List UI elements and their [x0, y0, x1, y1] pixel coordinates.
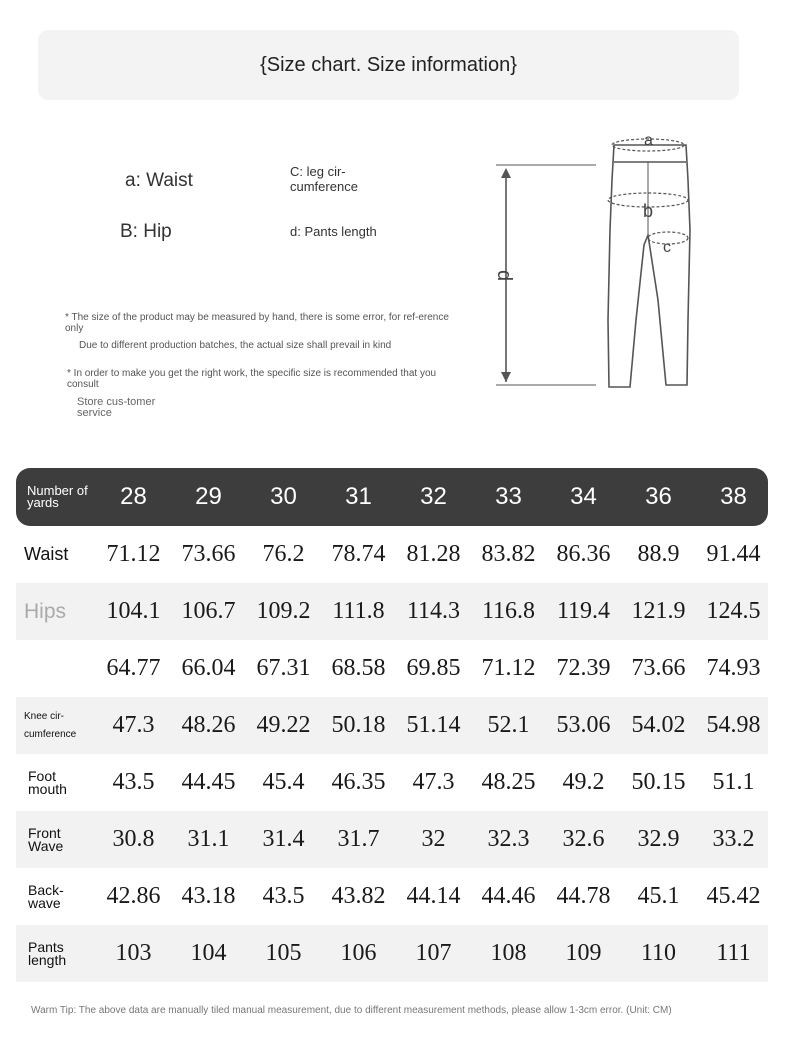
table-cell: 68.58: [331, 655, 386, 681]
table-cell: 49.2: [562, 769, 605, 795]
table-cell: 73.66: [631, 655, 686, 681]
table-cell: 44.78: [556, 883, 611, 909]
table-header-row: [16, 468, 768, 526]
header-size: 38: [720, 483, 747, 510]
table-cell: 91.44: [706, 541, 761, 567]
table-cell: 119.4: [556, 598, 611, 624]
table-cell: 50.15: [631, 769, 686, 795]
table-cell: 32: [421, 826, 446, 852]
table-cell: 49.22: [256, 712, 311, 738]
table-cell: 111: [716, 940, 751, 966]
header-size: 30: [270, 483, 297, 510]
diagram-label-a: a: [644, 132, 653, 149]
table-cell: 83.82: [481, 541, 536, 567]
table-cell: 44.45: [181, 769, 236, 795]
table-cell: 31.7: [337, 826, 380, 852]
table-cell: 81.28: [406, 541, 461, 567]
table-cell: 106: [340, 940, 377, 966]
table-cell: 106.7: [181, 598, 236, 624]
table-cell: 116.8: [481, 598, 536, 624]
table-row-foot-mouth: [16, 754, 768, 811]
table-cell: 66.04: [181, 655, 236, 681]
table-cell: 51.14: [406, 712, 461, 738]
table-cell: 71.12: [481, 655, 536, 681]
banner-title: {Size chart. Size information}: [260, 53, 517, 76]
table-cell: 50.18: [331, 712, 386, 738]
table-cell: 109: [565, 940, 602, 966]
note-production-batches: Due to different production batches, the actual size shall prevail in kind: [79, 340, 392, 351]
table-cell: 42.86: [106, 883, 161, 909]
table-cell: 67.31: [256, 655, 311, 681]
table-cell: 30.8: [112, 826, 155, 852]
table-row-front-wave: [16, 811, 768, 868]
table-cell: 47.3: [412, 769, 455, 795]
header-size: 31: [345, 483, 372, 510]
legend-hip: B: Hip: [120, 221, 172, 242]
header-label: Number of yards: [27, 483, 88, 510]
table-cell: 110: [640, 940, 677, 966]
table-row-hips: [16, 583, 768, 640]
legend-waist: a: Waist: [125, 170, 193, 191]
pants-diagram: [488, 120, 728, 400]
table-cell: 111.8: [332, 598, 385, 624]
table-cell: 72.39: [556, 655, 611, 681]
table-cell: 43.82: [331, 883, 386, 909]
table-row-waist: [16, 526, 768, 583]
row-label: Front Wave: [28, 824, 64, 854]
row-label: Pants length: [28, 938, 67, 968]
table-row-back-wave: [16, 868, 768, 925]
table-cell: 74.93: [706, 655, 761, 681]
table-cell: 31.1: [187, 826, 230, 852]
table-cell: 109.2: [256, 598, 311, 624]
table-cell: 32.9: [637, 826, 680, 852]
size-table: [16, 468, 768, 982]
table-cell: 114.3: [406, 598, 461, 624]
table-cell: 32.3: [487, 826, 530, 852]
table-cell: 44.14: [406, 883, 461, 909]
table-cell: 54.02: [631, 712, 686, 738]
warm-tip-footer: Warm Tip: The above data are manually tiled manual measurement, due to different measurement methods, please allow 1-3cm error. (Unit: CM): [31, 1005, 672, 1016]
table-cell: 45.42: [706, 883, 761, 909]
table-cell: 86.36: [556, 541, 611, 567]
table-cell: 51.1: [712, 769, 755, 795]
table-cell: 121.9: [631, 598, 686, 624]
row-label: Waist: [24, 544, 69, 564]
table-cell: 103: [115, 940, 152, 966]
note-consult: * In order to make you get the right work, the specific size is recommended that you consult: [67, 368, 437, 390]
table-cell: 107: [415, 940, 452, 966]
table-cell: 45.1: [637, 883, 680, 909]
table-cell: 88.9: [637, 541, 680, 567]
table-cell: 69.85: [406, 655, 461, 681]
table-cell: 71.12: [106, 541, 161, 567]
table-cell: 104.1: [106, 598, 161, 624]
table-cell: 45.4: [262, 769, 305, 795]
header-size: 32: [420, 483, 447, 510]
note-measurement-error: * The size of the product may be measured by hand, there is some error, for ref-erence only: [65, 312, 449, 334]
diagram-label-b: b: [643, 201, 654, 221]
table-cell: 54.98: [706, 712, 761, 738]
table-cell: 43.18: [181, 883, 236, 909]
legend-leg-circumference: C: leg cir-cumference: [290, 164, 358, 194]
table-cell: 48.25: [481, 769, 536, 795]
header-size: 34: [570, 483, 597, 510]
table-cell: 43.5: [112, 769, 155, 795]
table-cell: 78.74: [331, 541, 386, 567]
table-row-leg: [16, 640, 768, 697]
table-cell: 47.3: [112, 712, 155, 738]
table-row-pants-length: [16, 925, 768, 982]
table-cell: 64.77: [106, 655, 161, 681]
size-chart-banner: [38, 30, 739, 100]
table-cell: 105: [265, 940, 302, 966]
row-label: Knee cir-cumference: [24, 710, 77, 740]
row-label: Foot mouth: [28, 767, 67, 797]
table-cell: 76.2: [262, 541, 305, 567]
table-cell: 52.1: [487, 712, 530, 738]
header-size: 33: [495, 483, 522, 510]
table-cell: 108: [490, 940, 527, 966]
table-cell: 33.2: [712, 826, 755, 852]
table-cell: 46.35: [331, 769, 386, 795]
table-cell: 43.5: [262, 883, 305, 909]
table-cell: 124.5: [706, 598, 761, 624]
table-cell: 44.46: [481, 883, 536, 909]
table-cell: 73.66: [181, 541, 236, 567]
table-cell: 32.6: [562, 826, 605, 852]
diagram-label-d: d: [493, 270, 515, 282]
row-label: Back-wave: [28, 881, 64, 911]
table-cell: 48.26: [181, 712, 236, 738]
row-label: Hips: [24, 599, 67, 623]
table-row-knee: [16, 697, 768, 754]
header-size: 36: [645, 483, 672, 510]
legend-pants-length: d: Pants length: [290, 224, 377, 239]
header-size: 28: [120, 483, 147, 510]
header-size: 29: [195, 483, 222, 510]
note-customer-service: Store cus-tomer service: [77, 396, 156, 419]
diagram-label-c: c: [663, 239, 671, 256]
table-cell: 104: [190, 940, 227, 966]
table-cell: 53.06: [556, 712, 611, 738]
table-cell: 31.4: [262, 826, 305, 852]
